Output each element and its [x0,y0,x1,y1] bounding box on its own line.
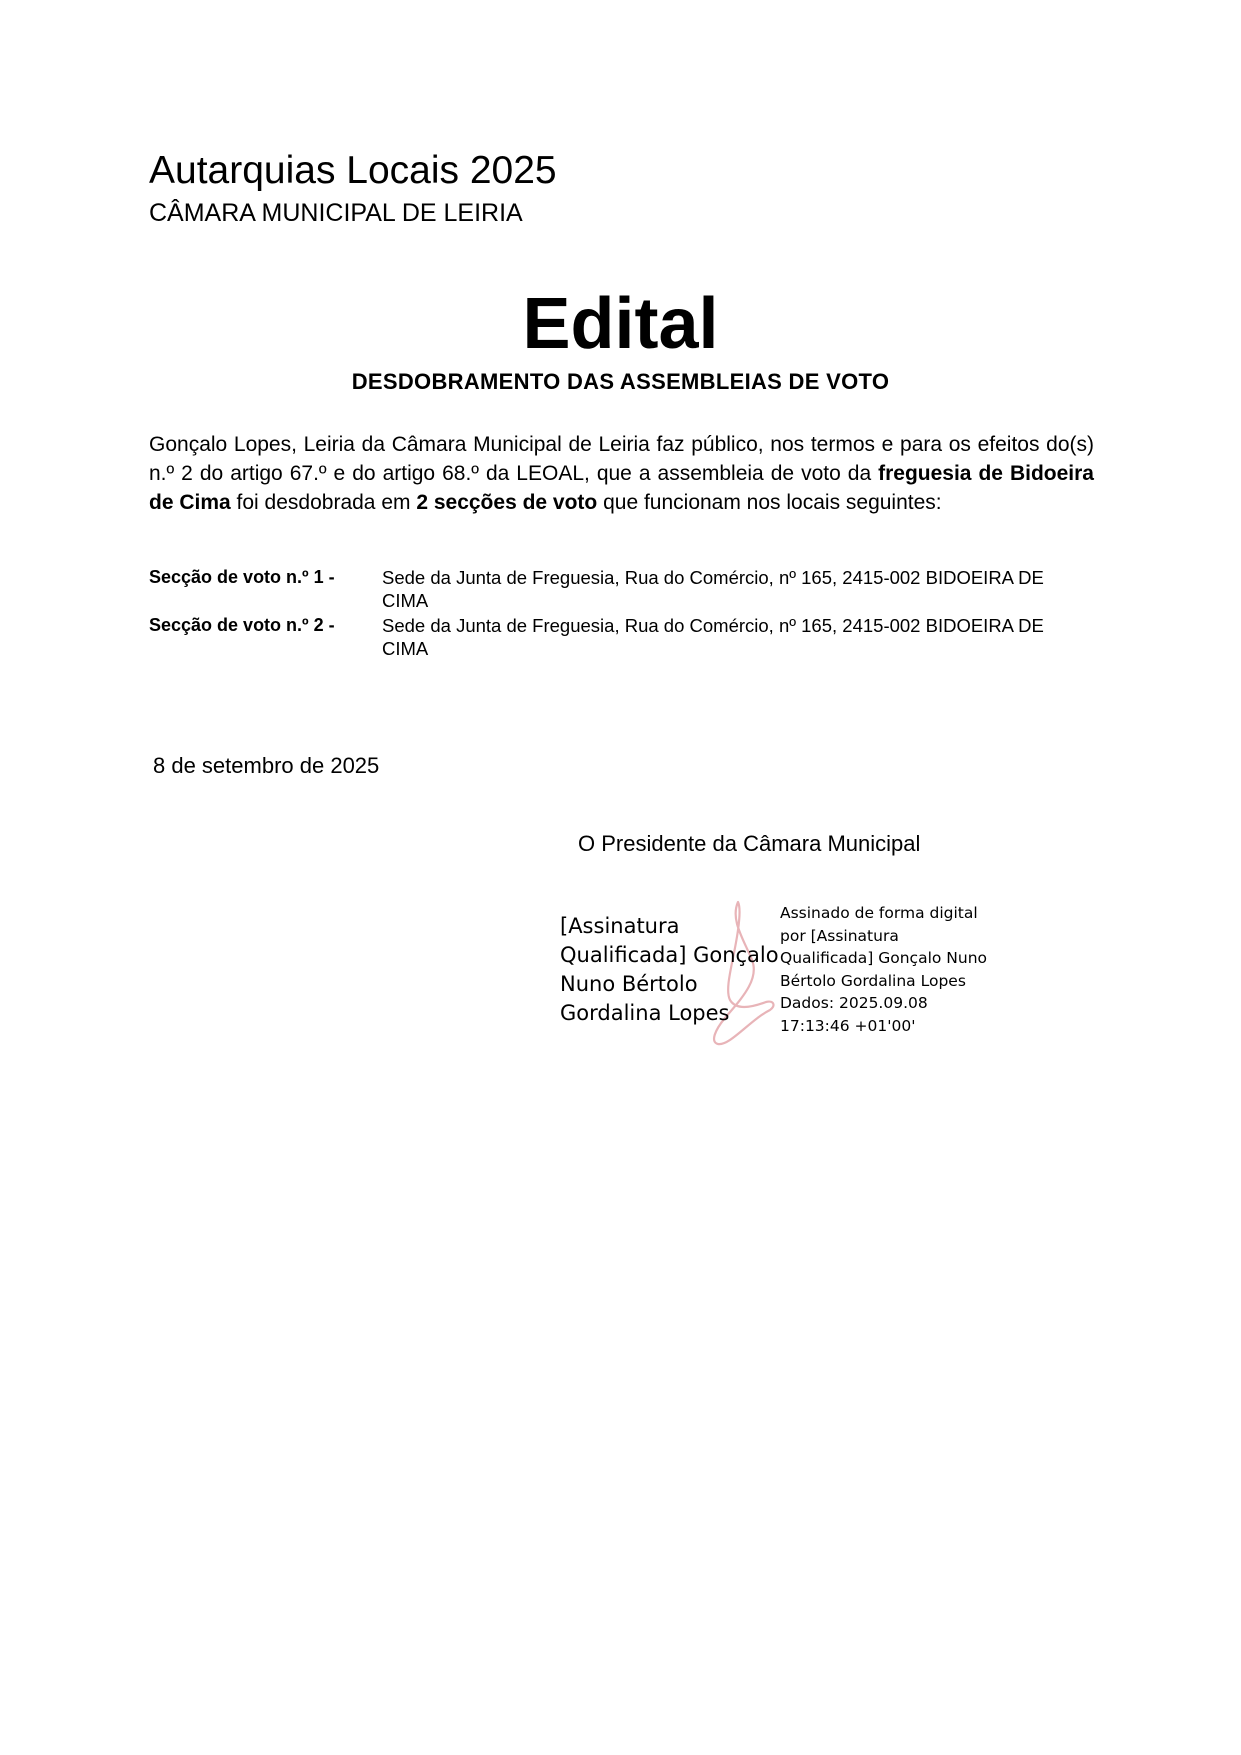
signer-role: O Presidente da Câmara Municipal [578,831,921,856]
voting-section-label: Secção de voto n.º 2 - [149,615,335,635]
signature-detail-line: Bértolo Gordalina Lopes [780,971,966,990]
signature-detail-line: Assinado de forma digital [780,904,978,922]
voting-section-address: Sede da Junta de Freguesia, Rua do Comércio, nº 165, 2415-002 BIDOEIRA DE CIMA [382,615,1044,659]
digital-signature-block[interactable] [560,900,1000,1050]
document-title: Edital [522,284,719,364]
signature-detail-line: Dados: 2025.09.08 [780,994,928,1012]
body-paragraph [149,430,1094,517]
header-title: Autarquias Locais 2025 [149,149,557,192]
signature-name-line: [Assinatura [560,914,680,938]
body-text-part2: foi desdobrada em [230,491,417,514]
body-text-parish: freguesia de Bidoeira de Cima [149,462,1094,514]
voting-sections-list [149,566,1094,662]
body-text-section-count: 2 secções de voto [416,491,598,514]
signature-name-line: Nuno Bértolo [560,972,698,996]
voting-section-row [149,614,1094,660]
signature-details [780,902,1000,1037]
signature-detail-line: Qualificada] Gonçalo Nuno [780,949,988,967]
signature-detail-line: por [Assinatura [780,926,899,945]
document-subtitle: DESDOBRAMENTO DAS ASSEMBLEIAS DE VOTO [351,369,890,394]
voting-section-address: Sede da Junta de Freguesia, Rua do Comércio, nº 165, 2415-002 BIDOEIRA DE CIMA [382,567,1044,611]
header-subtitle: CÂMARA MUNICIPAL DE LEIRIA [149,199,523,227]
body-text-part3: que funcionam nos locais seguintes: [597,491,942,514]
signature-name-line: Qualificada] Gonçalo [560,943,779,967]
signature-name-line: Gordalina Lopes [560,1001,730,1025]
document-date: 8 de setembro de 2025 [153,753,380,778]
voting-section-row [149,566,1094,612]
signature-name [560,912,780,1028]
signature-detail-line: 17:13:46 +01'00' [780,1016,916,1035]
voting-section-label: Secção de voto n.º 1 - [149,567,335,587]
body-text-part1: Gonçalo Lopes, Leiria da Câmara Municipal de Leiria faz público, nos termos e para os efeitos do(s) n.º 2 do artigo 67.º e do artigo 68.º da LEOAL, que a assembleia de voto da [149,433,1094,485]
